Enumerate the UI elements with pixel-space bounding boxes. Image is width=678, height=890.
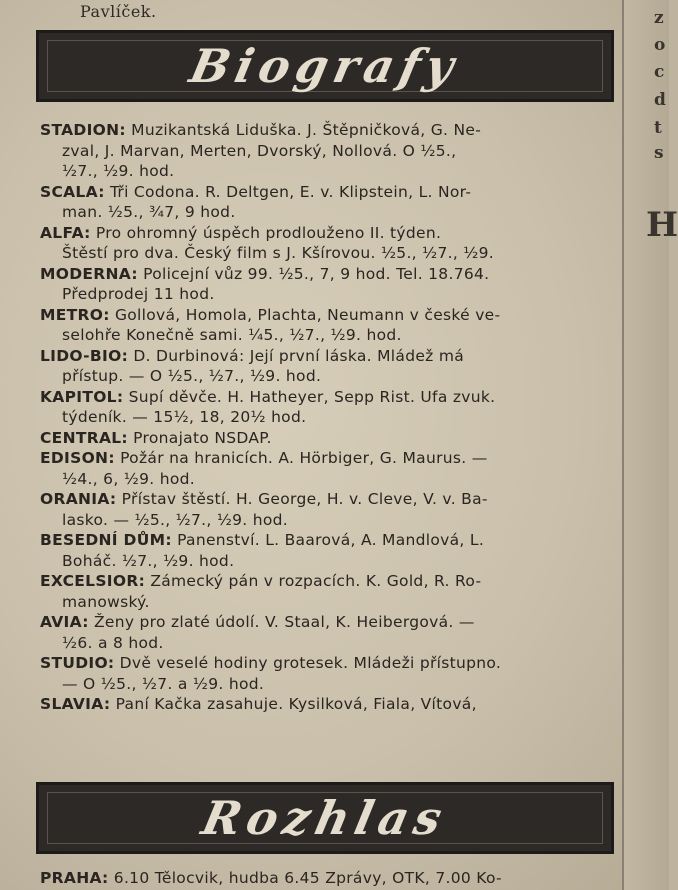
listing-stadion: STADION: Muzikantská Liduška. J. Štěpničková, G. Ne- zval, J. Marvan, Merten, Dvorský, Nollová. O ½5., ½7., ½9. hod. <box>40 121 482 180</box>
rozhlas-banner <box>36 782 614 854</box>
margin-char: d <box>654 90 666 110</box>
listing-lido-bio: LIDO-BIO: D. Durbinová: Její první láska. Mládež má přístup. — O ½5., ½7., ½9. hod. <box>40 346 465 385</box>
previous-article-author: Pavlíček. <box>80 2 157 21</box>
radio-station-name: PRAHA: <box>40 869 109 887</box>
listing-central: CENTRAL: Pronajato NSDAP. <box>40 428 272 447</box>
biografy-banner <box>36 30 614 102</box>
listing-kapitol: KAPITOL: Supí děvče. H. Hatheyer, Sepp Rist. Ufa zvuk. týdeník. — 15½, 18, 20½ hod. <box>40 387 496 426</box>
radio-listing <box>40 868 610 889</box>
margin-char: t <box>654 118 662 138</box>
listing-scala: SCALA: Tři Codona. R. Deltgen, E. v. Klipstein, L. Nor- man. ½5., ¾7, 9 hod. <box>40 182 472 221</box>
listing-metro: METRO: Gollová, Homola, Plachta, Neumann v české ve- selohře Konečně sami. ¼5., ½7., ½9. hod. <box>40 305 501 344</box>
banner-title: Rozhlas <box>197 791 453 845</box>
margin-char: o <box>654 35 666 55</box>
radio-program: 6.10 Tělocvik, hudba 6.45 Zprávy, OTK, 7.00 Ko- <box>113 869 502 887</box>
listing-alfa: ALFA: Pro ohromný úspěch prodlouženo II. týden. Štěstí pro dva. Český film s J. Kšírovou. ½5., ½7., ½9. <box>40 223 495 262</box>
listing-studio: STUDIO: Dvě veselé hodiny grotesek. Mládeži přístupno. — O ½5., ½7. a ½9. hod. <box>40 654 502 693</box>
adjacent-column <box>622 0 678 890</box>
margin-char: s <box>654 143 664 163</box>
listing-moderna: MODERNA: Policejní vůz 99. ½5., 7, 9 hod. Tel. 18.764. Předprodej 11 hod. <box>40 264 490 303</box>
banner-title: Biografy <box>185 39 465 93</box>
cinema-listings <box>40 120 625 715</box>
margin-char: z <box>654 8 664 28</box>
listing-orania: ORANIA: Přístav štěstí. H. George, H. v. Cleve, V. v. Ba- lasko. — ½5., ½7., ½9. hod. <box>40 490 488 529</box>
margin-char: H <box>646 205 678 245</box>
margin-char: c <box>654 62 665 82</box>
listing-edison: EDISON: Požár na hranicích. A. Hörbiger, G. Maurus. — ½4., 6, ½9. hod. <box>40 449 488 488</box>
listing-slavia: SLAVIA: Paní Kačka zasahuje. Kysilková, Fiala, Vítová, <box>40 695 477 713</box>
listing-excelsior: EXCELSIOR: Zámecký pán v rozpacích. K. Gold, R. Ro- manowský. <box>40 572 482 611</box>
listing-besedni-dum: BESEDNÍ DŮM: Panenství. L. Baarová, A. Mandlová, L. Boháč. ½7., ½9. hod. <box>40 531 485 570</box>
listing-avia: AVIA: Ženy pro zlaté údolí. V. Staal, K. Heibergová. — ½6. a 8 hod. <box>40 613 475 652</box>
